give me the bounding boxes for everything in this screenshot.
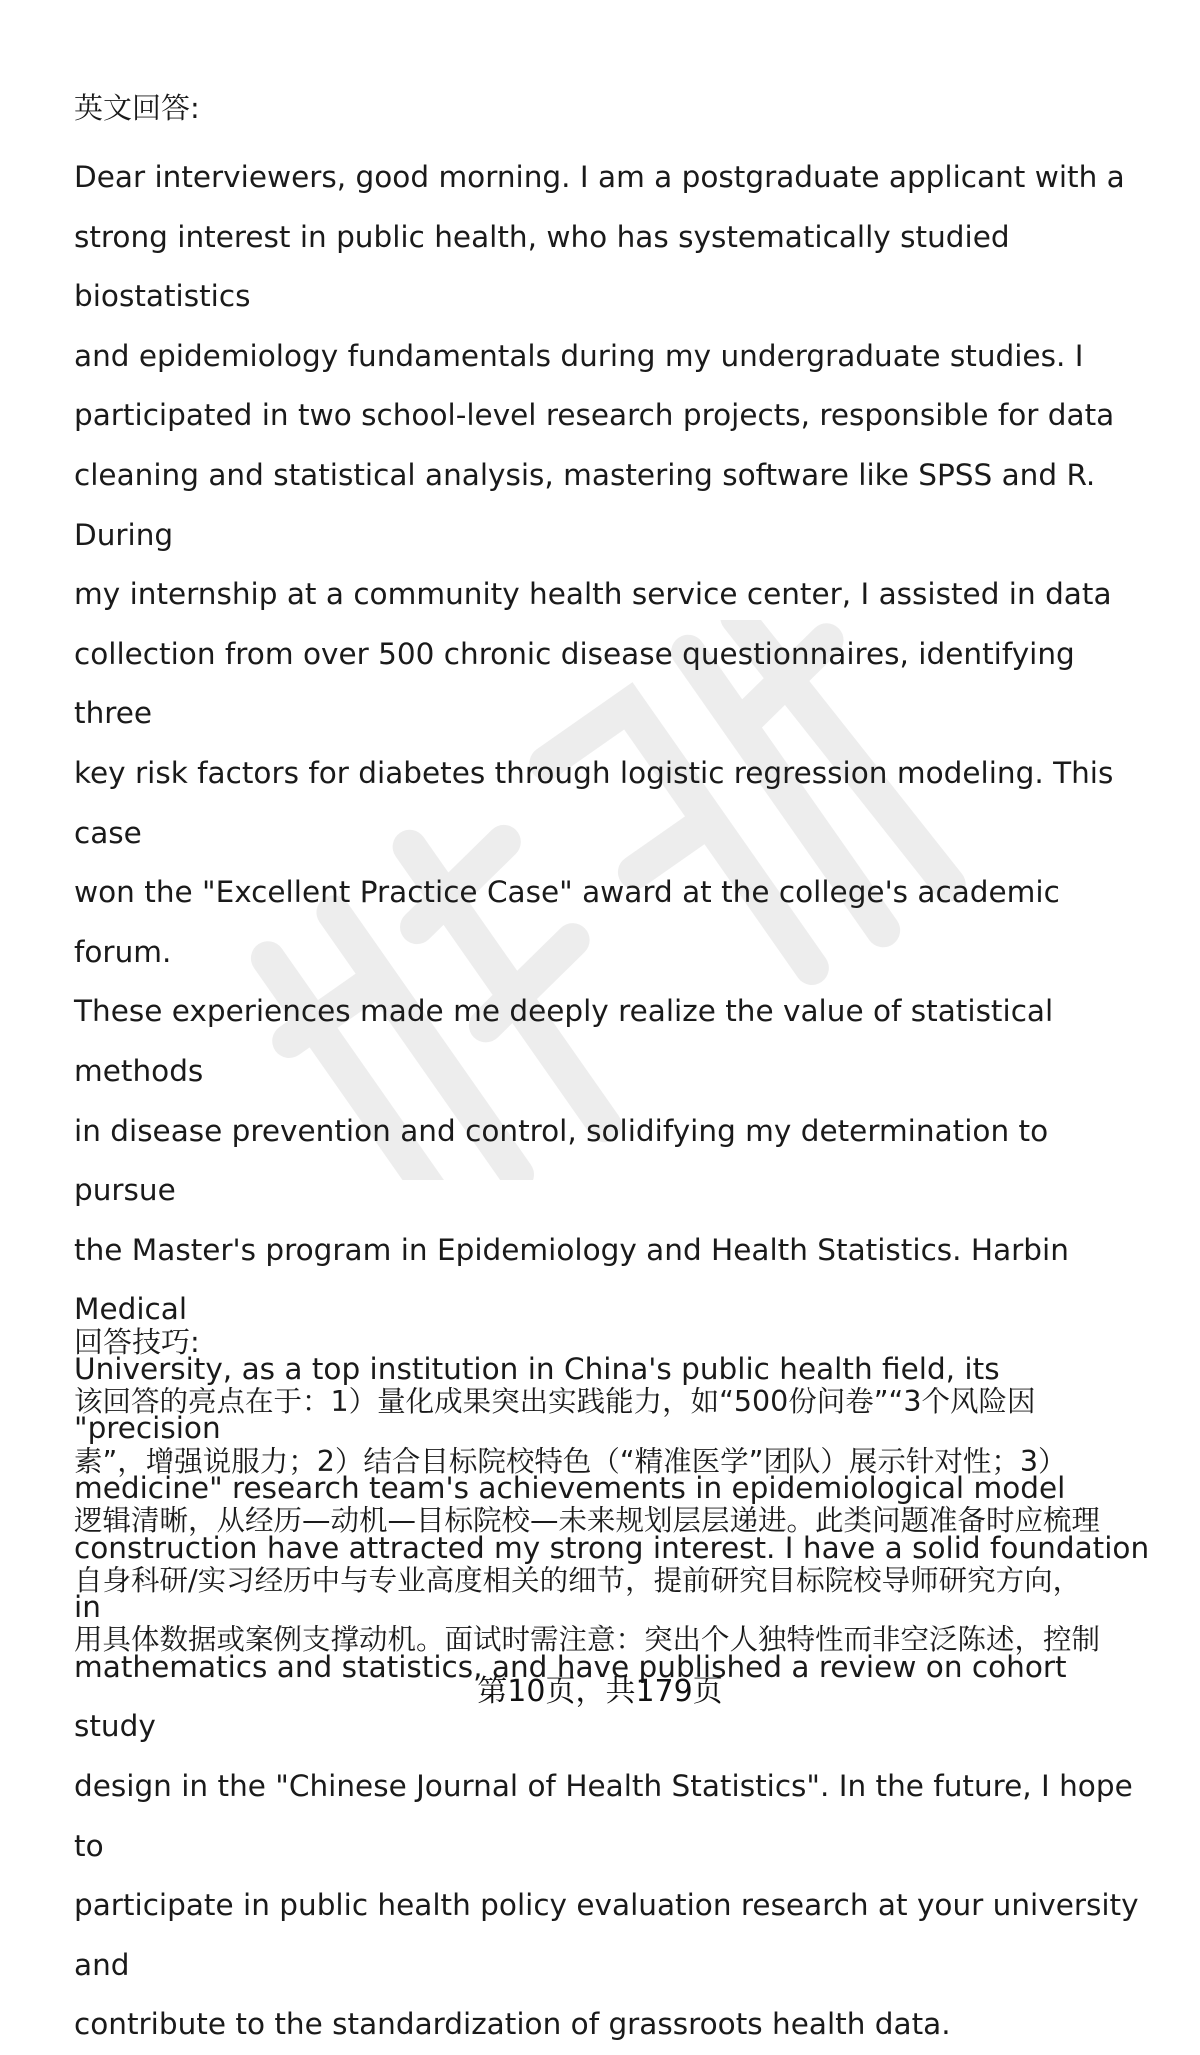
english-answer-line: strong interest in public health, who has systematically studied biostatistics <box>74 219 1010 314</box>
answer-tips-body <box>74 1372 1154 1670</box>
english-answer-line: participate in public health policy evaluation research at your university and <box>74 1888 1139 1982</box>
answer-tips-line: 素”，增强说服力；2）结合目标院校特色（“精准医学”团队）展示针对性；3） <box>74 1444 1067 1478</box>
english-answer-line: my internship at a community health service center, I assisted in data <box>74 577 1112 612</box>
english-answer-line: the Master's program in Epidemiology and Health Statistics. Harbin Medical <box>74 1232 1069 1327</box>
english-answer-line: and epidemiology fundamentals during my undergraduate studies. I <box>74 338 1084 373</box>
english-answer-line: mathematics and statistics, and have published a review on cohort study <box>74 1649 1067 1744</box>
english-answer-line: University, as a top institution in China's public health field, its "precision <box>74 1351 1000 1446</box>
english-answer-line: won the "Excellent Practice Case" award at the college's academic forum. <box>74 875 1060 969</box>
answer-tips-heading: 回答技巧: <box>74 1325 200 1359</box>
english-answer-line: collection from over 500 chronic disease questionnaires, identifying three <box>74 636 1075 731</box>
english-answer-line: design in the "Chinese Journal of Health Statistics". In the future, I hope to <box>74 1769 1133 1863</box>
answer-tips-line: 用具体数据或案例支撑动机。面试时需注意：突出个人独特性而非空泛陈述，控制 <box>74 1623 1101 1656</box>
english-answer-line: contribute to the standardization of grassroots health data. <box>74 2007 951 2042</box>
answer-tips-line: 自身科研/实习经历中与专业高度相关的细节，提前研究目标院校导师研究方向， <box>74 1563 1082 1597</box>
english-answer-heading: 英文回答: <box>74 91 200 125</box>
english-answer-body <box>74 148 1154 2055</box>
english-answer-line: Dear interviewers, good morning. I am a postgraduate applicant with a <box>74 160 1125 194</box>
english-answer-line: These experiences made me deeply realize the value of statistical methods <box>74 994 1054 1088</box>
english-answer-line: in disease prevention and control, solidifying my determination to pursue <box>74 1113 1049 1208</box>
english-answer-section <box>74 88 1154 128</box>
english-answer-line: construction have attracted my strong interest. I have a solid foundation in <box>74 1530 1150 1625</box>
english-answer-line: key risk factors for diabetes through logistic regression modeling. This case <box>74 755 1114 850</box>
answer-tips-line: 该回答的亮点在于：1）量化成果突出实践能力，如“500份问卷”“3个风险因 <box>74 1385 1036 1418</box>
page-number: 第10页，共179页 <box>477 1674 723 1709</box>
english-answer-line: medicine" research team's achievements in epidemiological model <box>74 1471 1066 1506</box>
answer-tips-section <box>74 1322 1154 1362</box>
english-answer-line: cleaning and statistical analysis, mastering software like SPSS and R. During <box>74 457 1096 552</box>
answer-tips-line: 逻辑清晰，从经历—动机—目标院校—未来规划层层递进。此类问题准备时应梳理 <box>74 1504 1101 1537</box>
english-answer-line: participated in two school-level research projects, responsible for data <box>74 398 1115 433</box>
